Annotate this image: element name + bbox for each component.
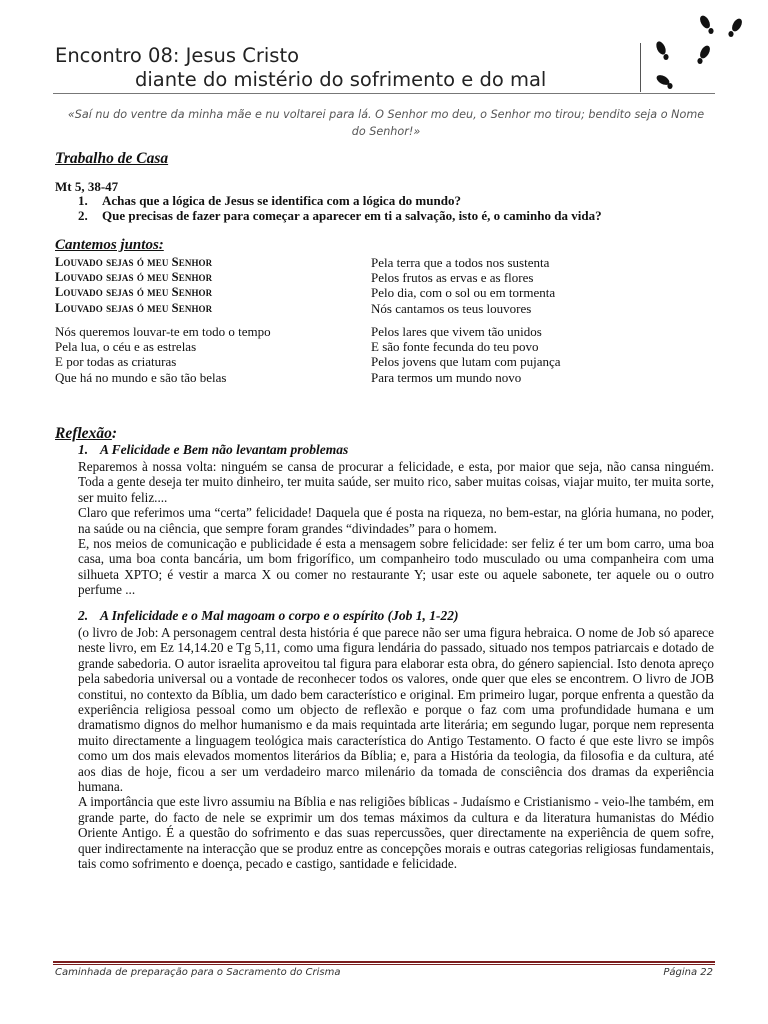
paragraph: E, nos meios de comunicação e publicidade é esta a mensagem sobre felicidade: ser feliz é ter um bom carro, uma boa casa, uma boa conta bancária, um bom frigorífico, um companheiro todo musculado ou uma companheira com uma silhueta XPTO; é vestir a marca X ou comer no restaurante Y; usar este ou aquele sabonete, ter aquele ou o outro perfume ... [78,536,714,598]
page-title-line-2: diante do mistério do sofrimento e do mal [135,68,547,91]
song-line: Para termos um mundo novo [371,369,522,385]
song-line: Que há no mundo e são tão belas [55,369,227,385]
song-line: Pelos frutos as ervas e as flores [371,270,534,286]
song-line: Nós queremos louvar-te em todo o tempo [55,324,271,339]
song-line: Pela lua, o céu e as estrelas [55,339,197,355]
footer-rule-thin [53,964,715,965]
song-line: Louvado sejas ó meu Senhor [55,300,213,315]
page-number: Página 22 [663,967,713,978]
song-line: Louvado sejas ó meu Senhor [55,285,213,300]
song-line: Louvado sejas ó meu Senhor [55,255,213,269]
paragraph: (o livro de Job: A personagem central desta história é que parece não ser uma figura hebraica. O nome de Job só aparece neste livro, em Ez 14,14.20 e Tg 5,11, como uma figura lendária do passado, situado nos tempos patriarcais e dotado de grande sabedoria. O autor israelita aproveitou tal figura para elaborar esta obra, do género sapiencial. Isto denota apreço pela sabedoria universal ou a vontade de reconhecer todos os valores, onde quer que eles se encontrem. O livro de JOB constitui, no contexto da Bíblia, um dado bem característico e original. Em primeiro lugar, porque enfrenta a questão da experiência religiosa pessoal como um objecto de reflexão e porque o faz com uma profundidade humana e um dramatismo dignos do melhor humanismo e da mais requintada arte literária; em segundo lugar, porque nem representa muito directamente a linguagem teológica mais característica do Antigo Testamento. O facto é que este livro se impôs como um dos mais elevados momentos literários da Bíblia; e, para a História da teologia, da filosofia e da cultura, até aos dias de hoje, ficou a ser um verdadeiro marco milenário da tomada de consciência dos dramas da experiência humana. [78,625,714,795]
reflection-subheading-1: 1. A Felicidade e Bem não levantam problemas [78,442,349,457]
song-line: E são fonte fecunda do teu povo [371,339,539,355]
paragraph: Reparemos à nossa volta: ninguém se cansa de procurar a felicidade, e esta, por maior que seja, não cansa ninguém. Toda a gente deseja ter muito dinheiro, ter muita saúde, ser muito rico, saber muitas coisas, viajar muito, ter muita sorte, ser muito feliz.... [78,459,714,505]
homework-heading: Trabalho de Casa [55,150,169,167]
song-verse-left [55,324,271,385]
reflection-heading: Reflexão: [55,425,117,442]
song-verse-right [371,324,561,385]
list-item: 2. Que precisas de fazer para começar a aparecer em ti a salvação, isto é, o caminho da vida? [78,208,602,223]
footer-rule [53,961,715,963]
song-line: Nós cantamos os teus louvores [371,300,532,316]
header-divider-horizontal [53,93,715,94]
header-divider-vertical [640,43,641,92]
paragraph: A importância que este livro assumiu na Bíblia e nas religiões bíblicas - Judaísmo e Cristianismo - veio-lhe também, em grande parte, do facto de nele se exprimir um dos temas máximos da cultura e da literatura humanistas do Médio Oriente Antigo. É a questão do sofrimento e das suas repercussões, quer directamente na experiência de quem sofre, quer indirectamente na interacção que se produz entre as concepções morais e outras categorias religiosas fundamentais, tais como sofrimento e doença, pecado e castigo, santidade e felicidade. [78,794,714,872]
reflection-subheading-2: 2. A Infelicidade e o Mal magoam o corpo e o espírito (Job 1, 1-22) [78,608,459,623]
song-heading: Cantemos juntos: [55,237,164,253]
song-refrain-right [371,255,555,316]
list-item: 1. Achas que a lógica de Jesus se identifica com a lógica do mundo? [78,193,461,208]
song-line: Pelos jovens que lutam com pujança [371,354,561,370]
homework-questions [78,193,602,223]
song-line: Louvado sejas ó meu Senhor [55,270,213,285]
scripture-reference: Mt 5, 38-47 [55,179,119,194]
song-line: Pela terra que a todos nos sustenta [371,255,550,270]
song-line: E por todas as criaturas [55,354,177,370]
song-refrain-left [55,255,212,316]
paragraph: Claro que referimos uma “certa” felicidade! Daquela que é posta na riqueza, no bem-estar, na glória humana, no poder, na saúde ou na ciência, que sempre foram grandes “divindades” para o homem. [78,505,714,536]
song-line: Pelo dia, com o sol ou em tormenta [371,285,556,301]
epigraph-quote: «Saí nu do ventre da minha mãe e nu voltarei para lá. O Senhor mo deu, o Senhor mo tirou; bendito seja o Nome do Senhor!» [67,108,705,138]
footer-title: Caminhada de preparação para o Sacramento do Crisma [55,967,341,978]
song-line: Pelos lares que vivem tão unidos [371,324,542,339]
page-title-line-1: Encontro 08: Jesus Cristo [55,44,300,67]
reflection-section-2-body [78,625,714,872]
reflection-section-1-body [78,459,714,598]
footprints-icon [645,8,760,98]
